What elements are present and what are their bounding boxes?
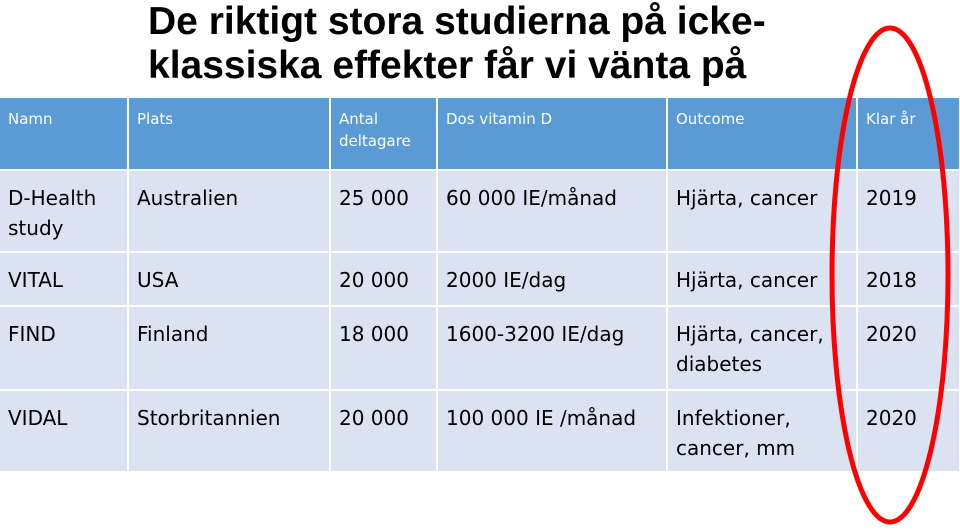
- table-row: [0, 306, 960, 390]
- cell-place: Australien: [128, 170, 330, 252]
- cell-outcome: Hjärta, cancer, diabetes: [667, 306, 857, 390]
- cell-place: Finland: [128, 306, 330, 390]
- slide-title-line-1: De riktigt stora studierna på icke-: [148, 0, 766, 43]
- cell-outcome: Hjärta, cancer: [667, 170, 857, 252]
- cell-outcome: Hjärta, cancer: [667, 252, 857, 306]
- cell-place: USA: [128, 252, 330, 306]
- table-row: [0, 390, 960, 472]
- cell-name: D-Health study: [0, 170, 128, 252]
- table-header-row: [0, 98, 960, 170]
- cell-name: FIND: [0, 306, 128, 390]
- header-outcome: Outcome: [667, 98, 857, 170]
- cell-name: VIDAL: [0, 390, 128, 472]
- slide-title-line-2: klassiska effekter får vi vänta på: [148, 44, 747, 87]
- header-count: Antal deltagare: [330, 98, 437, 170]
- cell-year: 2018: [857, 252, 960, 306]
- slide-title: [148, 0, 848, 88]
- cell-count: 20 000: [330, 390, 437, 472]
- table-row: [0, 252, 960, 306]
- cell-count: 18 000: [330, 306, 437, 390]
- cell-year: 2020: [857, 306, 960, 390]
- cell-dose: 1600-3200 IE/dag: [437, 306, 667, 390]
- header-year: Klar år: [857, 98, 960, 170]
- cell-year: 2020: [857, 390, 960, 472]
- cell-dose: 2000 IE/dag: [437, 252, 667, 306]
- cell-name: VITAL: [0, 252, 128, 306]
- cell-year: 2019: [857, 170, 960, 252]
- table-row: [0, 170, 960, 252]
- cell-dose: 60 000 IE/månad: [437, 170, 667, 252]
- cell-place: Storbritannien: [128, 390, 330, 472]
- studies-table: [0, 98, 960, 473]
- cell-dose: 100 000 IE /månad: [437, 390, 667, 472]
- header-dose: Dos vitamin D: [437, 98, 667, 170]
- header-name: Namn: [0, 98, 128, 170]
- cell-outcome: Infektioner, cancer, mm: [667, 390, 857, 472]
- cell-count: 20 000: [330, 252, 437, 306]
- header-place: Plats: [128, 98, 330, 170]
- cell-count: 25 000: [330, 170, 437, 252]
